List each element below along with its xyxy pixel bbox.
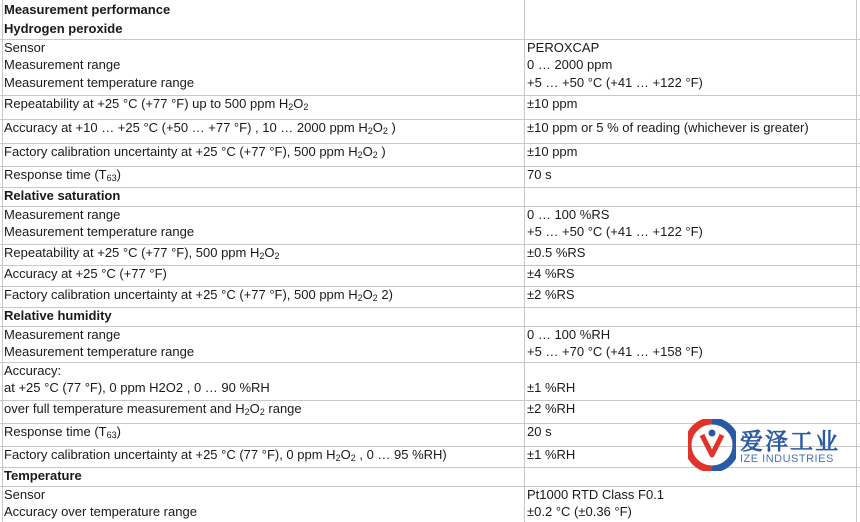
row-value: ±10 ppm bbox=[527, 96, 578, 111]
row-value: ±10 ppm or 5 % of reading (whichever is greater) bbox=[527, 120, 809, 135]
section-title: Relative humidity bbox=[4, 308, 112, 323]
table-left-border bbox=[2, 0, 3, 522]
row-label: Measurement temperature range bbox=[4, 224, 195, 239]
row-label: Accuracy at +25 °C (+77 °F) bbox=[4, 266, 167, 281]
row-value: ±4 %RS bbox=[527, 266, 575, 281]
section-title: Hydrogen peroxide bbox=[4, 21, 123, 36]
row-label: Factory calibration uncertainty at +25 °C (+77 °F), 500 ppm $H_2O_2$ ) bbox=[4, 144, 386, 160]
row-label: Sensor bbox=[4, 40, 46, 55]
row-value: ±10 ppm bbox=[527, 144, 578, 159]
row-value: 70 s bbox=[527, 167, 552, 182]
row-value: 20 s bbox=[527, 424, 552, 439]
table-row bbox=[0, 95, 860, 112]
row-label: Repeatability at +25 °C (+77 °F), 500 ppm $H_2O_2$ bbox=[4, 245, 280, 261]
table-row bbox=[0, 206, 860, 222]
section-relative-humidity bbox=[0, 307, 860, 323]
row-value: ±0.5 %RS bbox=[527, 245, 586, 260]
row-value: ±1 %RH bbox=[527, 447, 576, 462]
row-label: Measurement temperature range bbox=[4, 344, 195, 359]
table-row bbox=[0, 362, 860, 378]
row-label: Factory calibration uncertainty at +25 °C (+77 °F), 500 ppm $H_2O_2$ 2) bbox=[4, 287, 393, 303]
row-label: Measurement temperature range bbox=[4, 75, 195, 90]
row-value: ±1 %RH bbox=[527, 380, 576, 395]
row-label: Factory calibration uncertainty at +25 °C (77 °F), 0 ppm $H_2O_2$ , 0 … 95 %RH) bbox=[4, 447, 447, 463]
row-value: ±2 %RS bbox=[527, 287, 575, 302]
row-label: Repeatability at +25 °C (+77 °F) up to 500 ppm $H_2O_2$ bbox=[4, 96, 309, 112]
section-relative-saturation bbox=[0, 187, 860, 203]
row-value: ±0.2 °C (±0.36 °F) bbox=[527, 504, 632, 519]
row-value: PEROXCAP bbox=[527, 40, 600, 55]
table-row bbox=[0, 486, 860, 502]
row-value: 0 … 100 %RH bbox=[527, 327, 611, 342]
table-row bbox=[0, 244, 860, 261]
row-label: over full temperature measurement and $H_2O_2$ range bbox=[4, 401, 302, 417]
table-row bbox=[0, 143, 860, 160]
row-value: Pt1000 RTD Class F0.1 bbox=[527, 487, 665, 502]
watermark-chinese-text: 爱泽工业 bbox=[740, 429, 840, 455]
row-value: +5 … +50 °C (+41 … +122 °F) bbox=[527, 224, 703, 239]
row-label: Accuracy: bbox=[4, 363, 62, 378]
row-label: Sensor bbox=[4, 487, 46, 502]
row-value: +5 … +70 °C (+41 … +158 °F) bbox=[527, 344, 703, 359]
table-row bbox=[0, 286, 860, 303]
table-row bbox=[0, 39, 860, 55]
row-label: Measurement range bbox=[4, 327, 121, 342]
row-label: Measurement range bbox=[4, 57, 121, 72]
ize-logo-icon bbox=[688, 419, 736, 471]
row-label: at +25 °C (77 °F), 0 ppm H2O2 , 0 … 90 %RH bbox=[4, 380, 270, 395]
row-label: Accuracy at +10 … +25 °C (+50 … +77 °F) , 10 … 2000 ppm $H_2O_2$ ) bbox=[4, 120, 396, 136]
row-value: 0 … 2000 ppm bbox=[527, 57, 613, 72]
row-value: ±2 %RH bbox=[527, 401, 576, 416]
section-title: Temperature bbox=[4, 468, 82, 483]
section-title: Measurement performance bbox=[4, 2, 171, 17]
row-value: +5 … +50 °C (+41 … +122 °F) bbox=[527, 75, 703, 90]
table-row bbox=[0, 265, 860, 281]
table-row bbox=[0, 400, 860, 417]
section-title: Relative saturation bbox=[4, 188, 121, 203]
table-column-divider bbox=[524, 0, 525, 522]
row-label: Accuracy over temperature range bbox=[4, 504, 197, 519]
watermark-logo bbox=[688, 419, 858, 479]
row-label: Measurement range bbox=[4, 207, 121, 222]
table-row bbox=[0, 119, 860, 136]
row-value: 0 … 100 %RS bbox=[527, 207, 610, 222]
table-row bbox=[0, 326, 860, 342]
row-label: Response time $(T_{63})$ bbox=[4, 424, 121, 440]
watermark-english-text: IZE INDUSTRIES bbox=[740, 453, 834, 465]
table-row bbox=[0, 166, 860, 183]
row-label: Response time $(T_{63})$ bbox=[4, 167, 121, 183]
